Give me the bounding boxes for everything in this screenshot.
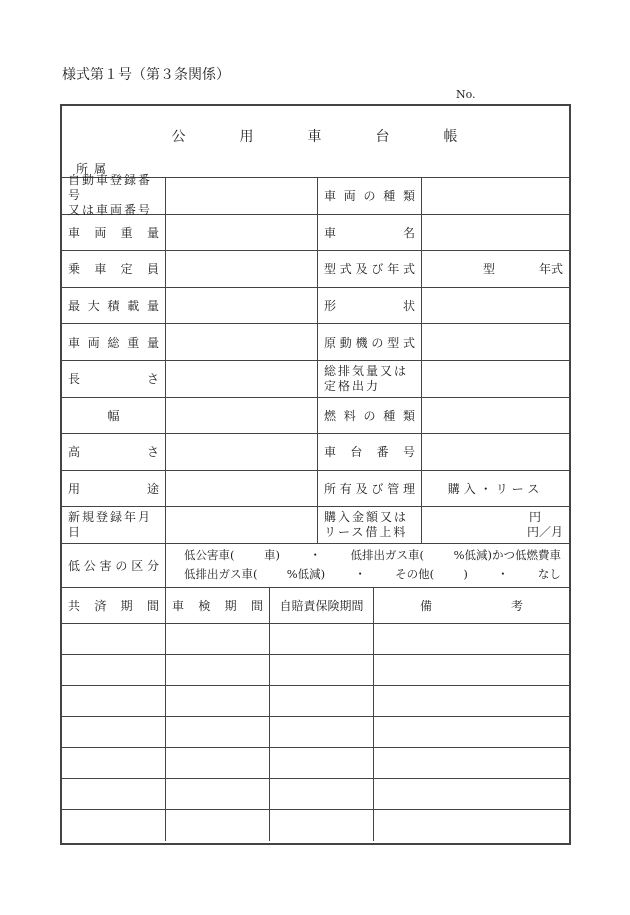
- label-text: [324, 443, 415, 460]
- label-char: 車: [324, 445, 337, 460]
- history-cell[interactable]: [374, 686, 569, 716]
- row-value-field[interactable]: [166, 251, 318, 287]
- history-column-header: [62, 588, 166, 623]
- history-cell[interactable]: [166, 810, 270, 841]
- row-value-field[interactable]: [166, 361, 318, 397]
- vehicle-info-row: [62, 288, 569, 325]
- label-char: 車: [324, 225, 337, 240]
- label-text: [324, 297, 415, 314]
- label-char: の: [363, 189, 376, 204]
- emission-line: [184, 546, 561, 565]
- label-char: 種: [383, 408, 396, 423]
- label-text: [68, 297, 159, 314]
- label-char: 検: [198, 598, 211, 613]
- label-char: 車: [324, 189, 337, 204]
- history-cell[interactable]: [374, 779, 569, 809]
- emission-term: %低減)かつ低燃費車: [453, 548, 561, 563]
- label-char: 用: [68, 482, 81, 497]
- row-label: [318, 398, 422, 434]
- label-char: 途: [146, 482, 159, 497]
- title-char: 台: [375, 129, 392, 145]
- label-char: 台: [350, 445, 363, 460]
- emission-term: なし: [537, 567, 561, 582]
- row-value-field[interactable]: [422, 398, 569, 434]
- history-cell[interactable]: [166, 686, 270, 716]
- row-label: [62, 288, 166, 324]
- label-char: 管: [387, 482, 400, 497]
- label-text: [172, 597, 263, 614]
- vehicle-info-row: [62, 173, 569, 218]
- row-label: [318, 324, 422, 360]
- label-char: 理: [402, 482, 415, 497]
- history-cell[interactable]: [270, 655, 374, 685]
- label-char: 及: [355, 482, 368, 497]
- label-char: 号: [402, 445, 415, 460]
- label-text: [68, 224, 159, 241]
- vehicle-info-row: [62, 471, 569, 508]
- history-cell[interactable]: [62, 779, 166, 809]
- label-char: 低: [68, 558, 81, 573]
- emission-term: %低減): [286, 567, 326, 582]
- label-char: 考: [510, 598, 523, 613]
- label-char: 料: [343, 408, 356, 423]
- row-value-field[interactable]: [166, 324, 318, 360]
- row-value-field[interactable]: [422, 324, 569, 360]
- history-cell[interactable]: [62, 748, 166, 778]
- label-char: 種: [383, 189, 396, 204]
- label-char: 形: [324, 299, 337, 314]
- title-char: 帳: [443, 129, 460, 145]
- emission-term: その他(: [395, 567, 435, 582]
- history-cell[interactable]: [270, 717, 374, 747]
- label-char: 量: [146, 335, 159, 350]
- label-char: 燃: [324, 408, 337, 423]
- vehicle-info-row: [62, 324, 569, 361]
- label-char: 期: [224, 598, 237, 613]
- history-cell[interactable]: [270, 686, 374, 716]
- label-text: 自賠責保険期間: [279, 598, 364, 613]
- label-char: 車: [94, 262, 107, 277]
- row-label: [62, 544, 166, 587]
- label-text: [68, 597, 159, 614]
- title-area: [62, 106, 569, 178]
- history-cell[interactable]: [166, 624, 270, 654]
- label-char: 類: [402, 189, 415, 204]
- row-value-field[interactable]: [166, 434, 318, 470]
- row-label: [62, 361, 166, 397]
- history-column-header: [374, 588, 569, 623]
- history-header-row: [62, 588, 569, 624]
- label-char: 原: [324, 335, 337, 350]
- label-char: 大: [87, 299, 100, 314]
- label-char: の: [371, 335, 384, 350]
- label-char: 乗: [68, 262, 81, 277]
- label-char: 員: [146, 262, 159, 277]
- history-cell[interactable]: [62, 624, 166, 654]
- label-text: [68, 480, 159, 497]
- label-text: [324, 510, 408, 540]
- row-value-field[interactable]: [422, 215, 569, 251]
- label-char: 車: [172, 598, 185, 613]
- label-char: 総: [107, 335, 120, 350]
- label-char: 公: [83, 558, 96, 573]
- label-char: 式: [339, 262, 352, 277]
- vehicle-info-row: [62, 507, 569, 544]
- row-label: [62, 215, 166, 251]
- label-char: 名: [402, 225, 415, 240]
- label-char: の: [363, 408, 376, 423]
- row-value-field[interactable]: [422, 507, 569, 543]
- history-cell[interactable]: [270, 624, 374, 654]
- label-char: 備: [420, 598, 433, 613]
- vehicle-info-row: [62, 434, 569, 471]
- emission-options[interactable]: [166, 544, 569, 587]
- label-char: さ: [146, 372, 159, 387]
- title-char: 用: [239, 129, 256, 145]
- history-row: [62, 655, 569, 686]
- label-char: び: [371, 262, 384, 277]
- label-text: [324, 260, 415, 277]
- label-text: [420, 597, 523, 614]
- history-cell[interactable]: [374, 655, 569, 685]
- history-cell[interactable]: [62, 717, 166, 747]
- row-label: [62, 507, 166, 543]
- row-value-field[interactable]: [422, 251, 569, 287]
- history-row: [62, 810, 569, 841]
- history-cell[interactable]: [166, 655, 270, 685]
- label-char: 載: [127, 299, 140, 314]
- amount-unit: 円: [528, 510, 541, 525]
- label-char: 型: [324, 262, 337, 277]
- label-line: 定格出力: [324, 378, 381, 393]
- label-char: 共: [68, 598, 81, 613]
- label-char: さ: [146, 445, 159, 460]
- label-char: 動: [339, 335, 352, 350]
- label-text: [68, 407, 159, 424]
- row-label: [318, 507, 422, 543]
- history-row: [62, 779, 569, 810]
- row-value-field[interactable]: [166, 507, 318, 543]
- row-label: [318, 178, 422, 214]
- emission-term: 車): [264, 548, 281, 563]
- emission-term: ・: [497, 567, 509, 582]
- form-title: [62, 126, 569, 146]
- label-char: 番: [376, 445, 389, 460]
- label-line: 又は車両番号: [68, 203, 153, 218]
- row-label: [62, 398, 166, 434]
- row-label: [318, 471, 422, 507]
- document-number-label: No.: [456, 88, 476, 101]
- history-row: [62, 717, 569, 748]
- emission-row: [62, 544, 569, 588]
- history-cell[interactable]: [62, 686, 166, 716]
- history-cell[interactable]: [166, 779, 270, 809]
- vehicle-info-grid: [62, 173, 569, 841]
- label-char: 及: [355, 262, 368, 277]
- label-line: 総排気量又は: [324, 363, 409, 378]
- year-unit: 年式: [538, 262, 563, 277]
- emission-term: ・: [309, 548, 322, 563]
- label-char: 車: [68, 335, 81, 350]
- label-text: [324, 187, 415, 204]
- label-text: [68, 173, 159, 218]
- label-char: 間: [146, 598, 159, 613]
- history-cell[interactable]: [166, 717, 270, 747]
- history-cell[interactable]: [62, 810, 166, 841]
- label-text: [68, 443, 159, 460]
- label-char: 積: [107, 299, 120, 314]
- vehicle-info-row: [62, 215, 569, 252]
- history-cell[interactable]: [270, 779, 374, 809]
- row-value-field[interactable]: [166, 398, 318, 434]
- row-label: [62, 434, 166, 470]
- row-label: [318, 251, 422, 287]
- row-label: [62, 173, 166, 218]
- history-cell[interactable]: [374, 810, 569, 841]
- emission-term: 低排出ガス車(: [350, 548, 425, 563]
- row-value-field[interactable]: [422, 178, 569, 214]
- model-unit: 型: [482, 262, 495, 277]
- history-column-header: [270, 588, 374, 623]
- ownership-options: 購入・リース: [447, 482, 544, 497]
- label-char: 所: [324, 482, 337, 497]
- label-char: 分: [146, 558, 159, 573]
- label-char: 式: [402, 335, 415, 350]
- label-text: [68, 557, 159, 574]
- label-char: 有: [339, 482, 352, 497]
- label-char: 最: [68, 299, 81, 314]
- emission-term: ・: [354, 567, 366, 582]
- emission-line: [184, 565, 561, 584]
- vehicle-info-row: [62, 361, 569, 398]
- title-char: 公: [171, 129, 188, 145]
- row-value-field[interactable]: [422, 288, 569, 324]
- row-label: [318, 361, 422, 397]
- label-char: 重: [127, 335, 140, 350]
- label-text: [324, 364, 408, 394]
- label-text: [68, 334, 159, 351]
- label-char: 高: [68, 445, 81, 460]
- label-char: 状: [402, 299, 415, 314]
- label-char: 機: [355, 335, 368, 350]
- row-value-field[interactable]: [166, 288, 318, 324]
- label-char: 両: [343, 189, 356, 204]
- label-text: [324, 480, 415, 497]
- vehicle-info-row: [62, 251, 569, 288]
- row-value-field[interactable]: [166, 215, 318, 251]
- history-row: [62, 624, 569, 655]
- label-text: [324, 407, 415, 424]
- label-text: [324, 224, 415, 241]
- row-label: [318, 288, 422, 324]
- label-char: 類: [402, 408, 415, 423]
- affiliation-label: 所属: [76, 162, 113, 176]
- form-number: 様式第１号（第３条関係）: [62, 67, 230, 83]
- label-char: 害: [99, 558, 112, 573]
- label-char: 式: [402, 262, 415, 277]
- label-char: 重: [120, 225, 133, 240]
- label-text: [68, 370, 159, 387]
- history-row: [62, 748, 569, 779]
- label-char: の: [115, 558, 128, 573]
- row-value-field[interactable]: [422, 361, 569, 397]
- row-value-field[interactable]: [422, 434, 569, 470]
- history-cell[interactable]: [374, 717, 569, 747]
- label-text: [68, 260, 159, 277]
- label-char: び: [371, 482, 384, 497]
- label-char: 幅: [107, 408, 120, 423]
- row-label: [318, 215, 422, 251]
- label-char: 区: [131, 558, 144, 573]
- label-char: 年: [387, 262, 400, 277]
- amount-unit: 円／月: [526, 525, 563, 540]
- history-cell[interactable]: [374, 624, 569, 654]
- label-line: 自動車登録番号: [68, 173, 153, 203]
- label-line: 購入金額又は: [324, 510, 409, 525]
- row-label: [62, 324, 166, 360]
- label-char: 型: [387, 335, 400, 350]
- title-char: 車: [307, 129, 324, 145]
- label-line: リース借上料: [324, 525, 408, 540]
- vehicle-info-row: [62, 398, 569, 435]
- history-row: [62, 686, 569, 717]
- emission-term: 低公害車(: [184, 548, 235, 563]
- label-char: 長: [68, 372, 81, 387]
- label-char: 車: [68, 225, 81, 240]
- label-char: 定: [120, 262, 133, 277]
- label-text: [68, 510, 159, 540]
- label-char: 期: [120, 598, 133, 613]
- history-column-header: [166, 588, 270, 623]
- history-cell[interactable]: [166, 748, 270, 778]
- label-char: 両: [87, 335, 100, 350]
- label-char: 済: [94, 598, 107, 613]
- label-text: [324, 334, 415, 351]
- row-label: [62, 471, 166, 507]
- label-char: 間: [250, 598, 263, 613]
- label-char: 量: [146, 225, 159, 240]
- vehicle-register-form: [60, 104, 571, 845]
- row-value-field[interactable]: [166, 471, 318, 507]
- row-label: [62, 251, 166, 287]
- history-cell[interactable]: [374, 748, 569, 778]
- emission-term: ): [463, 567, 468, 582]
- row-value-field[interactable]: [422, 471, 569, 507]
- history-cell[interactable]: [270, 810, 374, 841]
- history-cell[interactable]: [62, 655, 166, 685]
- emission-term: 低排出ガス車(: [184, 567, 258, 582]
- history-cell[interactable]: [270, 748, 374, 778]
- label-char: 量: [146, 299, 159, 314]
- label-char: 両: [94, 225, 107, 240]
- row-value-field[interactable]: [166, 178, 318, 214]
- label-line: 新規登録年月日: [68, 510, 153, 540]
- row-label: [318, 434, 422, 470]
